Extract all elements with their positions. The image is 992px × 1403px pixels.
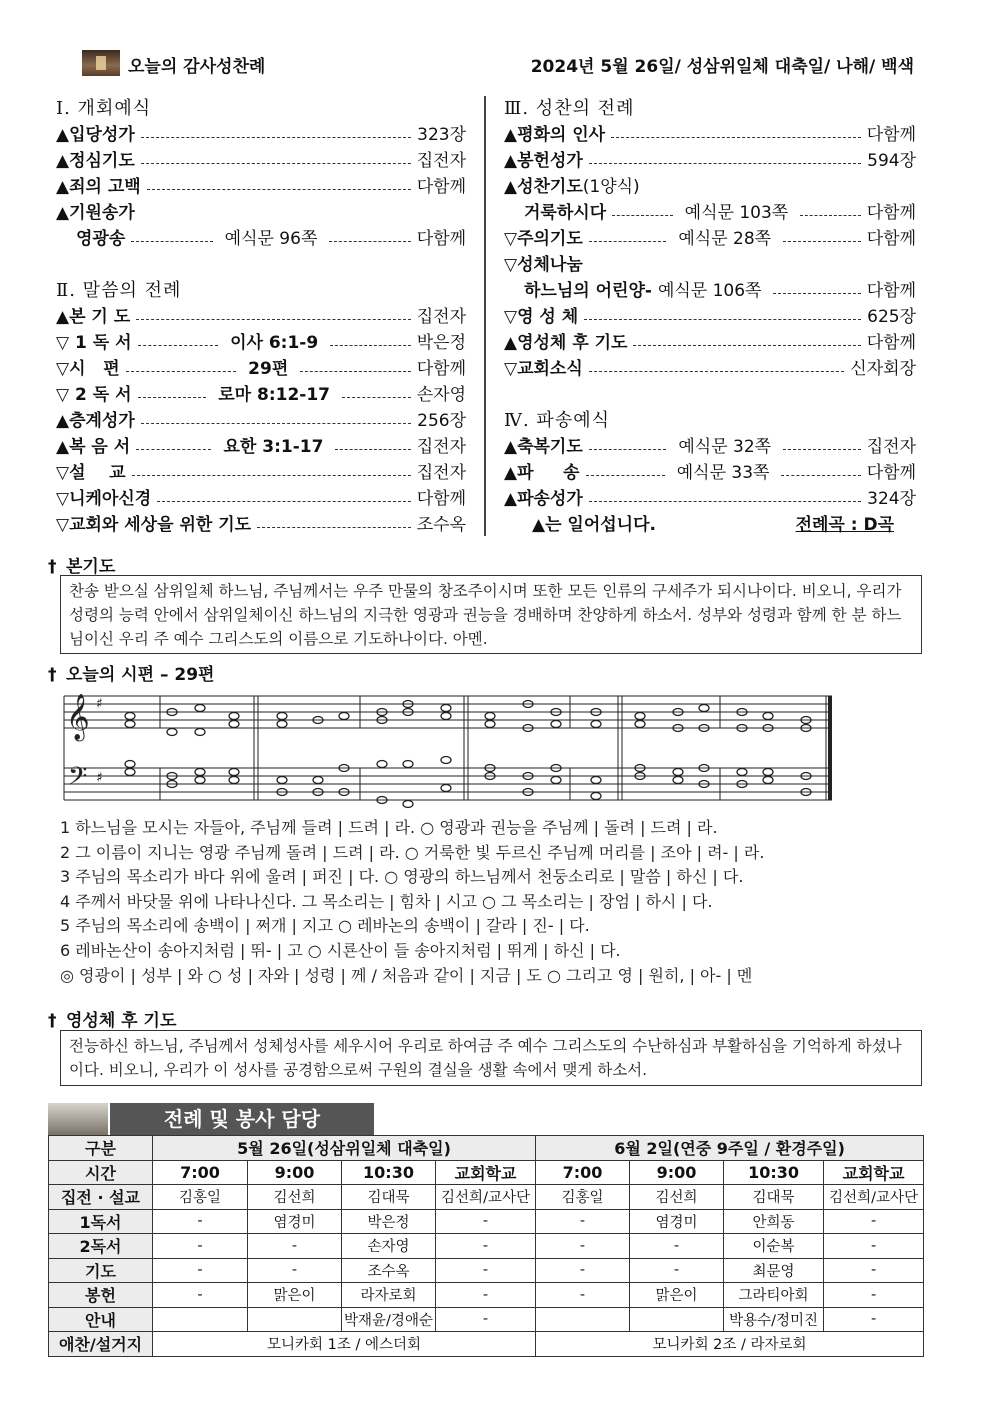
table-row: 애찬/설거지 모니카회 1조 / 에스더회 모니카회 2조 / 라자로회	[49, 1332, 924, 1357]
order-item: 영광송 예식문 96쪽 다함께	[76, 229, 466, 249]
psalm-chant-score	[60, 684, 836, 820]
post-communion-text: 전능하신 하느님, 주님께서 성체성사를 세우시어 우리로 하여금 주 예수 그리스도의 수난하심과 부활하심을 기억하게 하셨나이다. 비오니, 우리가 이 성사를 공경함으로써 구원의 결실을 생활 속에서 맺게 하소서.	[60, 1030, 922, 1086]
section-title: Ⅳ. 파송예식	[504, 410, 610, 431]
order-item: ▽영 성 체 625장	[504, 307, 916, 327]
psalm-verse: 2 그 이름이 지니는 영광 주님께 돌려 | 드려 | 라. ○ 거룩한 빛 두르신 주님께 머리를 | 조아 | 려- | 라.	[60, 842, 765, 862]
svg-text:𝄢: 𝄢	[68, 762, 88, 797]
psalm-verse: 6 레바논산이 송아지처럼 | 뛰- | 고 ○ 시룐산이 들 송아지처럼 | 뛰게 | 하신 | 다.	[60, 940, 621, 960]
table-row: 안내 박재윤/경애순 - 박용수/정미진 -	[49, 1307, 924, 1332]
order-item: ▽ 1 독 서 이사 6:1-9 박은정	[56, 333, 466, 353]
order-item: 하느님의 어린양- 예식문 106쪽 다함께	[524, 281, 916, 301]
table-row: 집전 · 설교 김홍일 김선희 김대묵 김선희/교사단 김홍일 김선희 김대묵 김선희/교사단	[49, 1185, 924, 1210]
duty-title: 전례 및 봉사 담당	[110, 1103, 374, 1135]
standing-note: ▲는 일어섭니다. 전례곡 : D곡	[504, 512, 916, 538]
duty-table	[48, 1135, 924, 1357]
order-item: ▲성찬기도 (1양식)	[504, 177, 640, 197]
post-communion-heading: † 영성체 후 기도	[48, 1011, 177, 1031]
section-title: Ⅰ. 개회예식	[56, 98, 152, 119]
order-item: ▽주의기도 예식문 28쪽 다함께	[504, 229, 916, 249]
svg-text:♯: ♯	[96, 770, 103, 786]
altar-photo	[82, 50, 120, 76]
table-row: 봉헌 - 맑은이 라자로회 - - 맑은이 그라티아회 -	[49, 1283, 924, 1308]
collect-heading: † 본기도	[48, 557, 116, 577]
psalm-doxology: ◎ 영광이 | 성부 | 와 ○ 성 | 자와 | 성령 | 께 / 처음과 같이 | 지금 | 도 ○ 그리고 영 | 원히, | 아- | 멘	[60, 965, 753, 985]
order-item: ▲정심기도 집전자	[56, 151, 466, 171]
section-title: Ⅲ. 성찬의 전례	[504, 98, 635, 119]
order-item: ▽니케아신경 다함께	[56, 489, 466, 509]
table-row: 기도 - - 조수옥 - - - 최문영 -	[49, 1258, 924, 1283]
order-item: ▲영성체 후 기도 다함께	[504, 333, 916, 353]
order-item: 거룩하시다 예식문 103쪽 다함께	[524, 203, 916, 223]
date-header: 5월 26일(성삼위일체 대축일)	[153, 1136, 536, 1161]
order-item: ▲파송성가 324장	[504, 489, 916, 509]
order-item: ▽ 2 독 서 로마 8:12-17 손자영	[56, 385, 466, 405]
cross-icon: †	[48, 1011, 57, 1031]
order-item: ▽성체나눔	[504, 255, 583, 275]
header-date: 2024년 5월 26일/ 성삼위일체 대축일/ 나해/ 백색	[530, 57, 914, 77]
psalm-verse: 4 주께서 바닷물 위에 나타나신다. 그 목소리는 | 힘차 | 시고 ○ 그 목소리는 | 장엄 | 하시 | 다.	[60, 891, 713, 911]
order-right-column	[504, 96, 916, 538]
order-item: ▲입당성가 323장	[56, 125, 466, 145]
order-item: ▲축복기도 예식문 32쪽 집전자	[504, 437, 916, 457]
order-item: ▲파 송 예식문 33쪽 다함께	[504, 463, 916, 483]
cross-icon: †	[48, 665, 57, 685]
cross-icon: †	[48, 557, 57, 577]
duty-banner-photo	[48, 1103, 108, 1135]
table-row: 구분 5월 26일(성삼위일체 대축일) 6월 2일(연중 9주일 / 환경주일)	[49, 1136, 924, 1161]
collect-text: 찬송 받으실 삼위일체 하느님, 주님께서는 우주 만물의 창조주이시며 또한 모든 인류의 구세주가 되시나이다. 비오니, 우리가 성령의 능력 안에서 삼위일체이신 하느님의 지극한 영광과 권능을 경배하며 찬양하게 하소서. 성부와 성령과 함께 한 분 하느님이신 우리 주 예수 그리스도의 이름으로 기도하나이다. 아멘.	[60, 575, 922, 654]
order-item: ▲봉헌성가 594장	[504, 151, 916, 171]
psalm-verse: 5 주님의 목소리에 송백이 | 쩌개 | 지고 ○ 레바논의 송백이 | 갈라 | 진- | 다.	[60, 916, 590, 936]
table-row: 2독서 - - 손자영 - - - 이순복 -	[49, 1234, 924, 1259]
psalm-verses	[60, 816, 764, 988]
header-title: 오늘의 감사성찬례	[128, 57, 266, 77]
liturgy-setting: 전례곡 : D곡	[795, 515, 894, 535]
psalm-verse: 3 주님의 목소리가 바다 위에 울려 | 퍼진 | 다. ○ 영광의 하느님께서 천둥소리로 | 말씀 | 하신 | 다.	[60, 867, 744, 887]
order-item: ▽설 교 집전자	[56, 463, 466, 483]
order-item: ▲평화의 인사 다함께	[504, 125, 916, 145]
order-item: ▲기원송가	[56, 203, 135, 223]
psalm-heading: † 오늘의 시편 – 29편	[48, 665, 215, 685]
order-item: ▽시 편 29편 다함께	[56, 359, 466, 379]
column-divider	[484, 96, 486, 536]
order-item: ▽교회소식 신자회장	[504, 359, 916, 379]
table-row: 1독서 - 염경미 박은정 - - 염경미 안희동 -	[49, 1209, 924, 1234]
svg-text:𝄞: 𝄞	[66, 694, 90, 740]
date-header: 6월 2일(연중 9주일 / 환경주일)	[536, 1136, 924, 1161]
order-item: ▲죄의 고백 다함께	[56, 177, 466, 197]
page-header	[82, 48, 914, 78]
order-left-column	[56, 96, 466, 538]
order-item: ▽교회와 세상을 위한 기도 조수옥	[56, 515, 466, 535]
order-item: ▲복 음 서 요한 3:1-17 집전자	[56, 437, 466, 457]
psalm-verse: 1 하느님을 모시는 자들아, 주님께 들려 | 드려 | 라. ○ 영광과 권능을 주님께 | 돌려 | 드려 | 라.	[60, 818, 718, 837]
order-item: ▲본 기 도 집전자	[56, 307, 466, 327]
svg-text:♯: ♯	[96, 696, 103, 712]
section-title: Ⅱ. 말씀의 전례	[56, 280, 182, 301]
table-row: 시간 7:00 9:00 10:30 교회학교 7:00 9:00 10:30 교회학교	[49, 1160, 924, 1185]
order-item: ▲층계성가 256장	[56, 411, 466, 431]
